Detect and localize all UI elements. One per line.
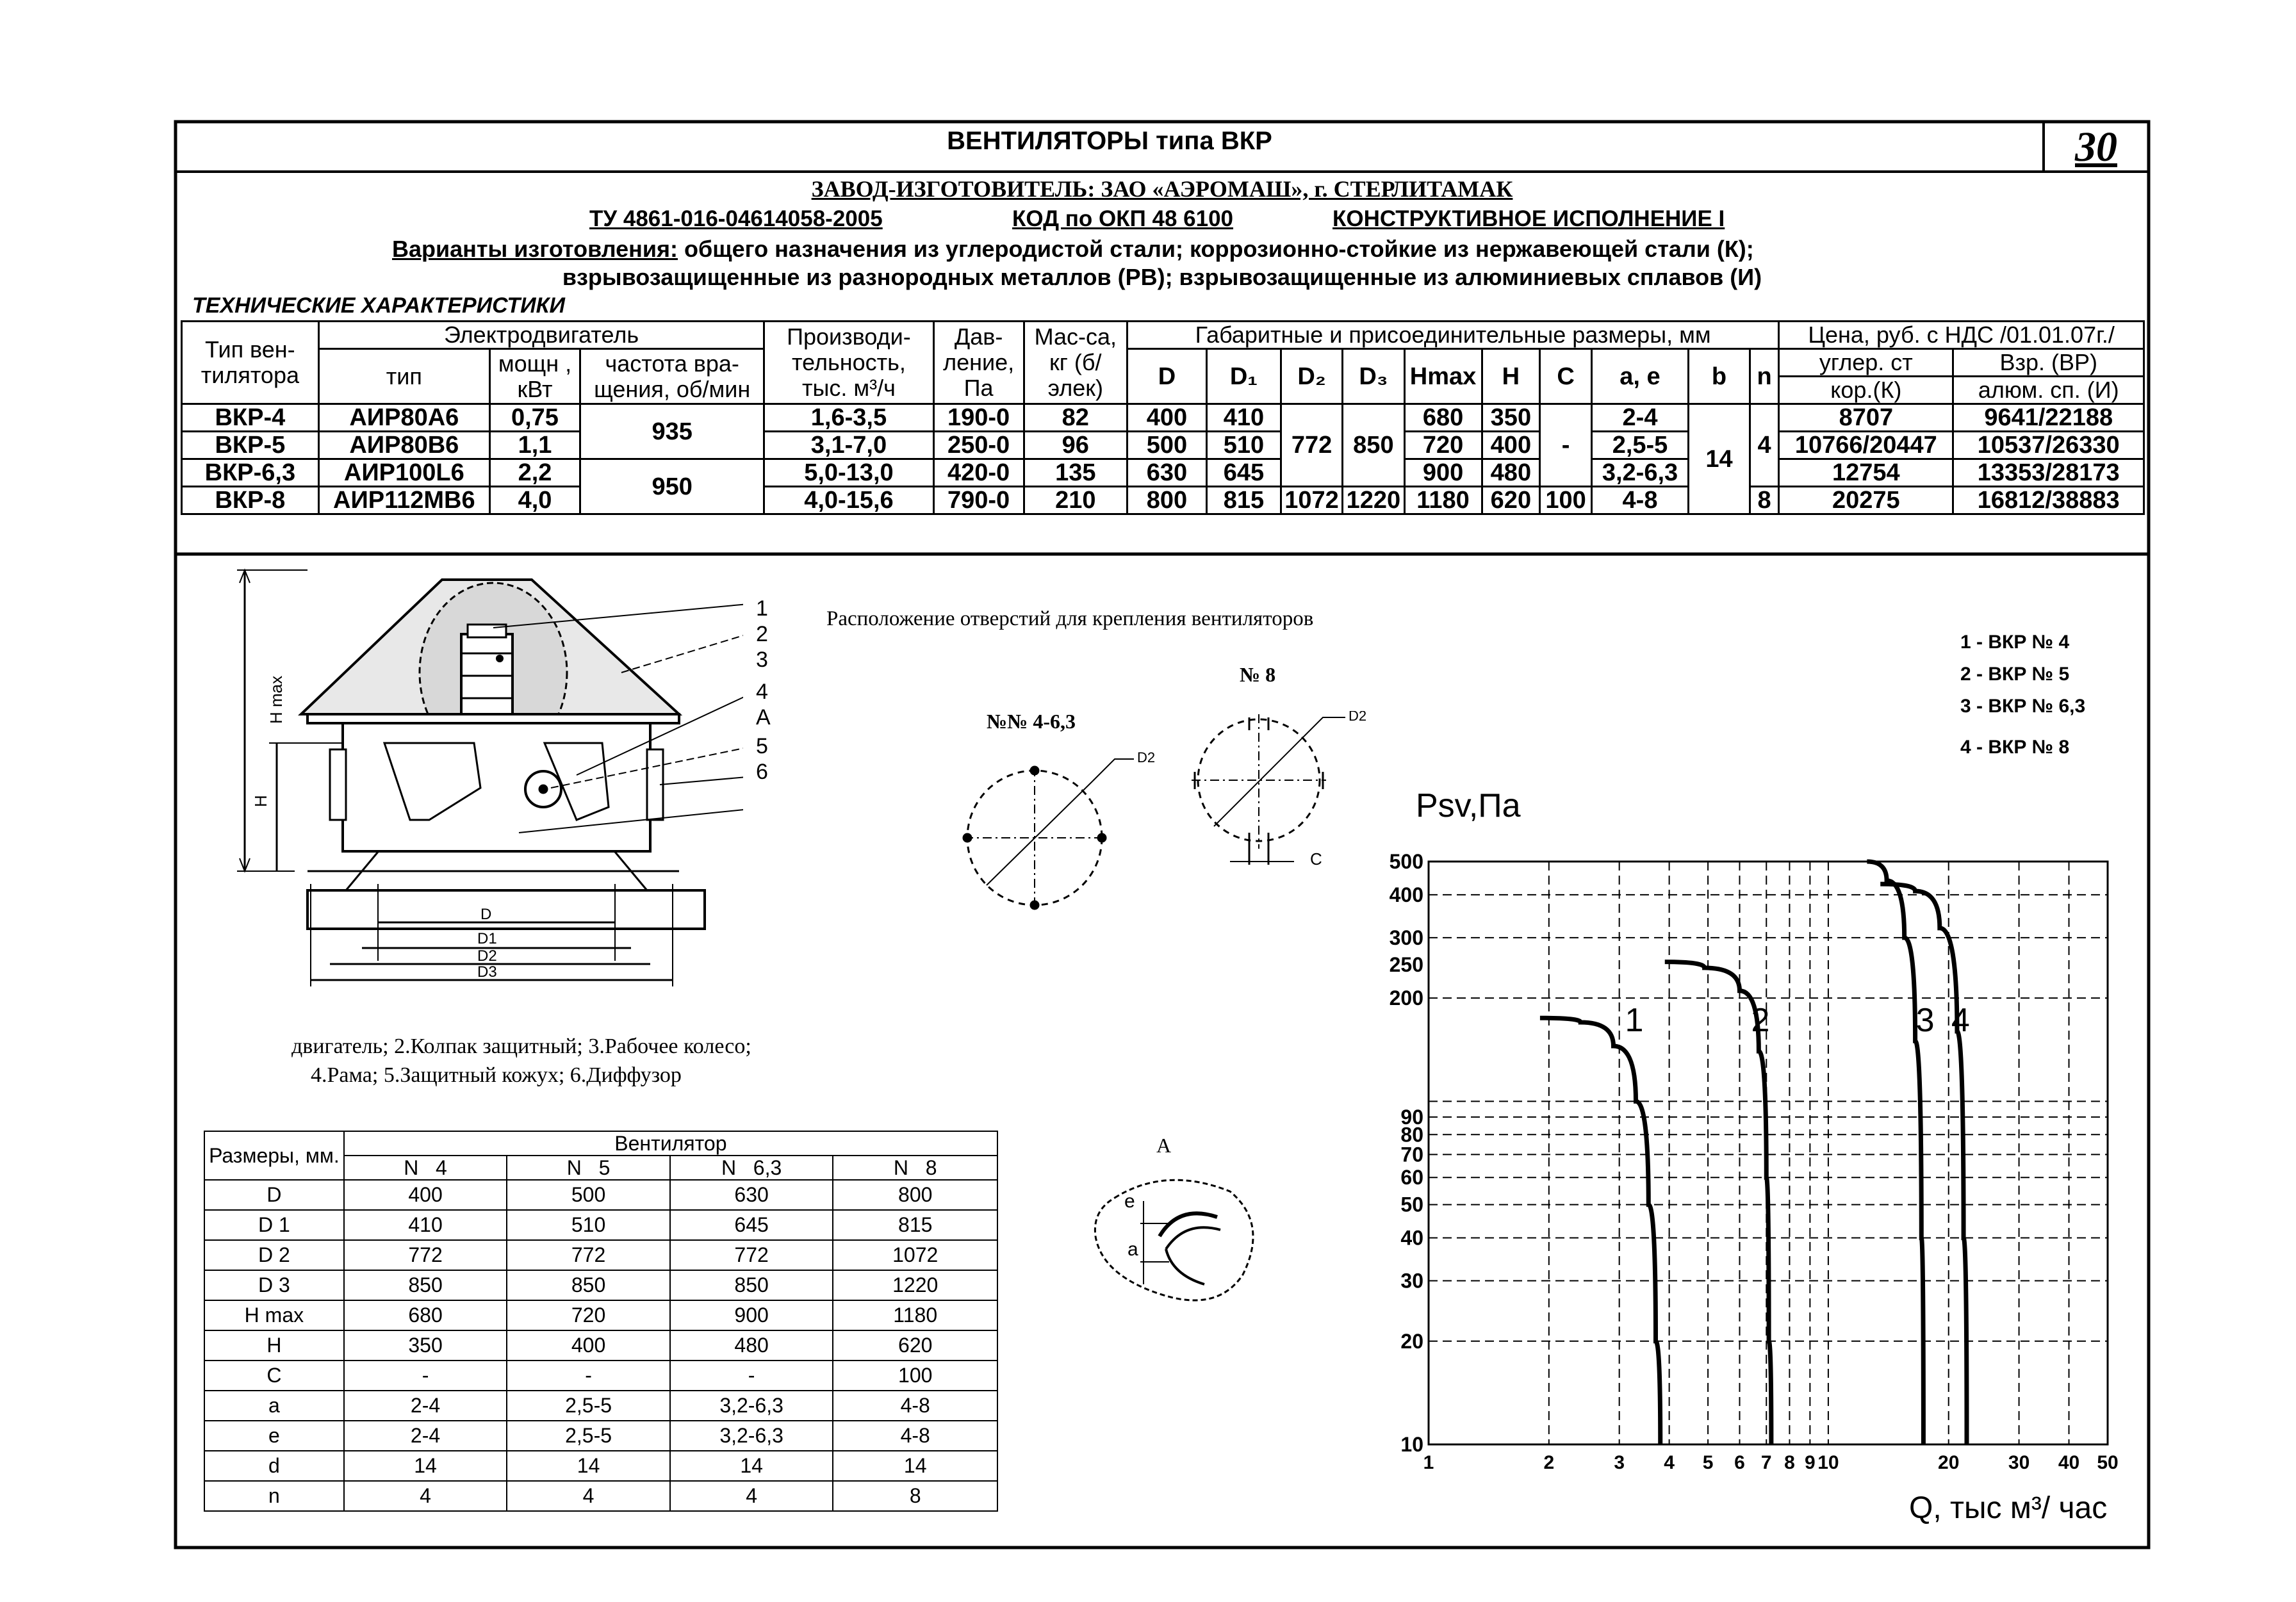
h-fan-8: N 8 xyxy=(833,1156,997,1180)
cell-D1: 645 xyxy=(1206,459,1281,487)
y-tick-label: 250 xyxy=(1389,953,1423,977)
h-fan: Вентилятор xyxy=(344,1131,997,1156)
cell-value: 410 xyxy=(344,1210,507,1240)
row-label: D 1 xyxy=(204,1210,344,1240)
callout-2: 2 xyxy=(756,622,768,646)
cell-value: 772 xyxy=(670,1240,833,1270)
h-motor: Электродвигатель xyxy=(318,322,764,349)
okp-code: КОД по ОКП 48 6100 xyxy=(1012,206,1234,231)
legend-item-4: 4 - ВКР № 8 xyxy=(1960,737,2070,758)
cell-pressure: 420-0 xyxy=(933,459,1024,487)
cell-type: ВКР-4 xyxy=(182,404,319,432)
cell-mass: 135 xyxy=(1024,459,1127,487)
cell-value: - xyxy=(344,1361,507,1391)
dim-d-label: D xyxy=(480,906,492,923)
series-label-2: 2 xyxy=(1751,1002,1770,1040)
cell-H: 400 xyxy=(1482,432,1540,459)
cell-value: 3,2-6,3 xyxy=(670,1391,833,1421)
cell-pressure: 250-0 xyxy=(933,432,1024,459)
y-tick-label: 300 xyxy=(1389,926,1423,949)
cell-D1: 410 xyxy=(1206,404,1281,432)
tech-heading: ТЕХНИЧЕСКИЕ ХАРАКТЕРИСТИКИ xyxy=(192,293,565,318)
cell-power: 1,1 xyxy=(489,432,580,459)
cell-value: 1220 xyxy=(833,1270,997,1300)
callout-4: 4 xyxy=(756,680,768,704)
cell-value: 8 xyxy=(833,1481,997,1511)
h-dim-b: b xyxy=(1689,349,1750,404)
cell-ae: 4-8 xyxy=(1591,487,1688,514)
cell-motor: АИР112МВ6 xyxy=(318,487,489,514)
cell-motor: АИР100L6 xyxy=(318,459,489,487)
cell-mass: 96 xyxy=(1024,432,1127,459)
dims-table xyxy=(204,1131,998,1512)
row-label: e xyxy=(204,1421,344,1451)
y-tick-label: 80 xyxy=(1400,1123,1423,1147)
cell-value: 400 xyxy=(344,1180,507,1210)
cell-power: 2,2 xyxy=(489,459,580,487)
x-tick-label: 6 xyxy=(1734,1452,1745,1473)
cell-power: 0,75 xyxy=(489,404,580,432)
table-row xyxy=(204,1391,997,1421)
cell-D3: 850 xyxy=(1343,404,1404,487)
y-tick-label: 60 xyxy=(1400,1166,1423,1189)
cell-ae: 2-4 xyxy=(1591,404,1688,432)
cell-D: 800 xyxy=(1127,487,1206,514)
c-label: C xyxy=(1310,849,1322,869)
cell-price-carbon: 12754 xyxy=(1779,459,1953,487)
d2-label-2: D2 xyxy=(1349,711,1367,724)
chart-series-labels xyxy=(1625,1002,1969,1039)
cell-mass: 82 xyxy=(1024,404,1127,432)
cell-mass: 210 xyxy=(1024,487,1127,514)
h-price-corr: кор.(К) xyxy=(1779,377,1953,404)
cell-capacity: 1,6-3,5 xyxy=(764,404,933,432)
cell-value: 800 xyxy=(833,1180,997,1210)
cell-value: 720 xyxy=(507,1300,670,1330)
cell-value: 14 xyxy=(670,1451,833,1481)
cell-value: 850 xyxy=(507,1270,670,1300)
x-tick-label: 2 xyxy=(1543,1452,1555,1473)
cell-value: 350 xyxy=(344,1330,507,1361)
cell-D: 630 xyxy=(1127,459,1206,487)
holes-label-8: № 8 xyxy=(1240,663,1276,686)
table-row xyxy=(182,487,2144,514)
cell-price-carbon: 8707 xyxy=(1779,404,1953,432)
holes-title: Расположение отверстий для крепления вентиляторов xyxy=(826,607,1314,630)
cell-value: 850 xyxy=(670,1270,833,1300)
page-number: 30 xyxy=(2075,124,2117,170)
variants-label: Варианты изготовления: xyxy=(392,236,678,262)
h-price-al: алюм. сп. (И) xyxy=(1953,377,2144,404)
h-speed: частота вра-щения, об/мин xyxy=(580,349,764,404)
cell-n: 4 xyxy=(1750,404,1778,487)
variants-line-2: взрывозащищенные из разнородных металлов (РВ); взрывозащищенные из алюминиевых сплавов (И) xyxy=(562,264,1762,290)
detail-e-label: e xyxy=(1124,1191,1135,1212)
table-row xyxy=(204,1300,997,1330)
detail-label: А xyxy=(1156,1134,1172,1157)
row-label: a xyxy=(204,1391,344,1421)
cell-value: 2-4 xyxy=(344,1391,507,1421)
h-pressure: Дав-ление, Па xyxy=(933,322,1024,404)
cell-value: 100 xyxy=(833,1361,997,1391)
cell-value: 2,5-5 xyxy=(507,1391,670,1421)
x-tick-label: 40 xyxy=(2058,1452,2080,1473)
h-capacity: Производи-тельность, тыс. м³/ч xyxy=(764,322,933,404)
table-row xyxy=(204,1481,997,1511)
x-tick-label: 10 xyxy=(1817,1452,1839,1473)
x-tick-label: 5 xyxy=(1702,1452,1714,1473)
cell-price-ex: 16812/38883 xyxy=(1953,487,2144,514)
cell-H: 480 xyxy=(1482,459,1540,487)
cell-D1: 510 xyxy=(1206,432,1281,459)
cell-D2: 772 xyxy=(1281,404,1342,487)
fan-performance-chart xyxy=(1371,781,2140,1537)
x-tick-label: 50 xyxy=(2097,1452,2119,1473)
y-tick-label: 50 xyxy=(1400,1193,1423,1216)
h-mass: Мас-са, кг (б/элек) xyxy=(1024,322,1127,404)
h-price-carbon: углер. ст xyxy=(1779,349,1953,377)
legend-item-3: 3 - ВКР № 6,3 xyxy=(1960,696,2086,717)
dims-body xyxy=(204,1180,997,1511)
series-label-1: 1 xyxy=(1625,1002,1644,1040)
d2-label-1: D2 xyxy=(1137,749,1156,765)
y-tick-label: 90 xyxy=(1400,1105,1423,1129)
x-tick-label: 1 xyxy=(1423,1452,1434,1473)
h-dim-n: n xyxy=(1750,349,1778,404)
h-dims: Габаритные и присоединительные размеры, мм xyxy=(1127,322,1778,349)
callout-1: 1 xyxy=(756,596,768,621)
cell-ae: 2,5-5 xyxy=(1591,432,1688,459)
cell-value: 1180 xyxy=(833,1300,997,1330)
cell-price-ex: 10537/26330 xyxy=(1953,432,2144,459)
y-tick-label: 70 xyxy=(1400,1143,1423,1166)
page-title: ВЕНТИЛЯТОРЫ типа ВКР xyxy=(947,127,1272,155)
cell-value: 4 xyxy=(344,1481,507,1511)
table-row xyxy=(204,1240,997,1270)
series-line-3 xyxy=(1867,862,1923,1444)
cell-value: 850 xyxy=(344,1270,507,1300)
cell-value: 4 xyxy=(670,1481,833,1511)
h-dim-Hmax: Hmax xyxy=(1404,349,1482,404)
hole-diagrams xyxy=(948,711,1384,922)
chart-x-label: Q, тыс м³/ час xyxy=(1909,1491,2108,1525)
holes-label-4-63: №№ 4-6,3 xyxy=(987,710,1076,733)
cell-H: 350 xyxy=(1482,404,1540,432)
dim-d3-label: D3 xyxy=(477,963,497,981)
table-row xyxy=(204,1451,997,1481)
variants-text-1: общего назначения из углеродистой стали; коррозионно-стойкие из нержавеющей стали (К); xyxy=(678,236,1754,262)
cell-capacity: 4,0-15,6 xyxy=(764,487,933,514)
dim-d2-label: D2 xyxy=(477,947,497,965)
cell-type: ВКР-8 xyxy=(182,487,319,514)
cell-value: 772 xyxy=(507,1240,670,1270)
spec-table xyxy=(181,320,2145,515)
cell-price-carbon: 20275 xyxy=(1779,487,1953,514)
table-row xyxy=(204,1330,997,1361)
cell-Hmax: 720 xyxy=(1404,432,1482,459)
table-row xyxy=(204,1270,997,1300)
x-tick-label: 4 xyxy=(1664,1452,1675,1473)
table-row xyxy=(182,432,2144,459)
h-dim-ae: a, e xyxy=(1591,349,1688,404)
h-price: Цена, руб. с НДС /01.01.07г./ xyxy=(1779,322,2144,349)
cell-n: 8 xyxy=(1750,487,1778,514)
series-label-3: 3 xyxy=(1915,1002,1935,1040)
cell-capacity: 3,1-7,0 xyxy=(764,432,933,459)
row-label: D 2 xyxy=(204,1240,344,1270)
chart-ticks xyxy=(1390,850,2119,1473)
cell-value: 4-8 xyxy=(833,1421,997,1451)
drawing-callouts xyxy=(756,596,771,785)
chart-series xyxy=(1540,862,1967,1444)
cell-value: 2-4 xyxy=(344,1421,507,1451)
cell-pressure: 790-0 xyxy=(933,487,1024,514)
h-dim-D1: D₁ xyxy=(1206,349,1281,404)
cell-value: - xyxy=(670,1361,833,1391)
legend-item-2: 2 - ВКР № 5 xyxy=(1960,664,2070,685)
cell-D1: 815 xyxy=(1206,487,1281,514)
cell-price-ex: 9641/22188 xyxy=(1953,404,2144,432)
cell-value: 14 xyxy=(833,1451,997,1481)
cell-C: 100 xyxy=(1540,487,1592,514)
h-price-ex: Взр. (ВР) xyxy=(1953,349,2144,377)
tu-code: ТУ 4861-016-04614058-2005 xyxy=(589,206,883,231)
h-type: Тип вен-тилятора xyxy=(182,322,319,404)
y-tick-label: 30 xyxy=(1400,1269,1423,1293)
h-dim-D2: D₂ xyxy=(1281,349,1342,404)
cell-value: 4 xyxy=(507,1481,670,1511)
fan-drawing xyxy=(218,564,743,986)
cell-value: 620 xyxy=(833,1330,997,1361)
h-label: H xyxy=(251,795,270,807)
hmax-label: H max xyxy=(266,675,286,724)
cell-capacity: 5,0-13,0 xyxy=(764,459,933,487)
cell-Hmax: 1180 xyxy=(1404,487,1482,514)
cell-H: 620 xyxy=(1482,487,1540,514)
row-label: d xyxy=(204,1451,344,1481)
legend-line-1: двигатель; 2.Колпак защитный; 3.Рабочее колесо; xyxy=(291,1034,751,1058)
dim-d1-label: D1 xyxy=(477,930,497,947)
cell-power: 4,0 xyxy=(489,487,580,514)
x-tick-label: 7 xyxy=(1760,1452,1772,1473)
row-label: H max xyxy=(204,1300,344,1330)
chart-y-label: Psv,Па xyxy=(1416,787,1521,824)
table-row xyxy=(204,1361,997,1391)
callout-3: 3 xyxy=(756,648,768,672)
h-fan-63: N 6,3 xyxy=(670,1156,833,1180)
h-sizes: Размеры, мм. xyxy=(204,1131,344,1180)
cell-value: 772 xyxy=(344,1240,507,1270)
h-dim-D: D xyxy=(1127,349,1206,404)
cell-motor: АИР80В6 xyxy=(318,432,489,459)
cell-value: 1072 xyxy=(833,1240,997,1270)
table-row xyxy=(182,404,2144,432)
series-label-4: 4 xyxy=(1951,1002,1970,1040)
row-label: C xyxy=(204,1361,344,1391)
legend-line-2: 4.Рама; 5.Защитный кожух; 6.Диффузор xyxy=(311,1063,682,1087)
h-fan-5: N 5 xyxy=(507,1156,670,1180)
callout-6: 6 xyxy=(756,760,768,784)
legend-item-1: 1 - ВКР № 4 xyxy=(1960,632,2070,653)
cell-value: 630 xyxy=(670,1180,833,1210)
table-row xyxy=(204,1421,997,1451)
series-line-1 xyxy=(1540,1018,1660,1444)
cell-value: 14 xyxy=(507,1451,670,1481)
cell-value: 4-8 xyxy=(833,1391,997,1421)
h-fan-4: N 4 xyxy=(344,1156,507,1180)
h-motor-type: тип xyxy=(318,349,489,404)
x-tick-label: 20 xyxy=(1938,1452,1960,1473)
cell-value: 680 xyxy=(344,1300,507,1330)
detail-a-label: a xyxy=(1128,1239,1138,1260)
h-dim-D3: D₃ xyxy=(1343,349,1404,404)
x-tick-label: 30 xyxy=(2008,1452,2030,1473)
h-dim-C: C xyxy=(1540,349,1592,404)
cell-D: 500 xyxy=(1127,432,1206,459)
detail-a-drawing xyxy=(1089,1166,1275,1313)
cell-speed: 935 xyxy=(580,404,764,459)
x-tick-label: 3 xyxy=(1614,1452,1625,1473)
cell-b: 14 xyxy=(1689,404,1750,514)
cell-ae: 3,2-6,3 xyxy=(1591,459,1688,487)
cell-value: 3,2-6,3 xyxy=(670,1421,833,1451)
cell-C: - xyxy=(1540,404,1592,487)
cell-value: 2,5-5 xyxy=(507,1421,670,1451)
callout-A: А xyxy=(756,705,771,730)
cell-type: ВКР-5 xyxy=(182,432,319,459)
cell-price-carbon: 10766/20447 xyxy=(1779,432,1953,459)
design-version: КОНСТРУКТИВНОЕ ИСПОЛНЕНИЕ I xyxy=(1332,206,1725,231)
manufacturer: ЗАВОД-ИЗГОТОВИТЕЛЬ: ЗАО «АЭРОМАШ», г. СТЕРЛИТАМАК xyxy=(811,176,1513,202)
table-row xyxy=(204,1180,997,1210)
y-tick-label: 40 xyxy=(1400,1226,1423,1250)
cell-Hmax: 680 xyxy=(1404,404,1482,432)
table-row xyxy=(204,1210,997,1240)
callout-5: 5 xyxy=(756,734,768,758)
y-tick-label: 500 xyxy=(1389,850,1423,873)
cell-D: 400 xyxy=(1127,404,1206,432)
cell-D2: 1072 xyxy=(1281,487,1342,514)
h-power: мощн , кВт xyxy=(489,349,580,404)
row-label: H xyxy=(204,1330,344,1361)
x-tick-label: 9 xyxy=(1805,1452,1816,1473)
cell-value: 815 xyxy=(833,1210,997,1240)
row-label: D xyxy=(204,1180,344,1210)
x-tick-label: 8 xyxy=(1784,1452,1795,1473)
y-tick-label: 400 xyxy=(1389,883,1423,906)
cell-type: ВКР-6,3 xyxy=(182,459,319,487)
y-tick-label: 200 xyxy=(1389,986,1423,1010)
row-label: D 3 xyxy=(204,1270,344,1300)
cell-price-ex: 13353/28173 xyxy=(1953,459,2144,487)
h-dim-H: H xyxy=(1482,349,1540,404)
cell-value: - xyxy=(507,1361,670,1391)
cell-value: 480 xyxy=(670,1330,833,1361)
cell-pressure: 190-0 xyxy=(933,404,1024,432)
variants-line-1 xyxy=(392,236,1754,263)
cell-value: 510 xyxy=(507,1210,670,1240)
cell-motor: АИР80А6 xyxy=(318,404,489,432)
cell-value: 400 xyxy=(507,1330,670,1361)
cell-value: 500 xyxy=(507,1180,670,1210)
cell-value: 14 xyxy=(344,1451,507,1481)
row-label: n xyxy=(204,1481,344,1511)
y-tick-label: 10 xyxy=(1400,1433,1423,1456)
y-tick-label: 20 xyxy=(1400,1329,1423,1353)
cell-value: 645 xyxy=(670,1210,833,1240)
cell-value: 900 xyxy=(670,1300,833,1330)
cell-D3: 1220 xyxy=(1343,487,1404,514)
cell-speed: 950 xyxy=(580,459,764,514)
table-row xyxy=(182,459,2144,487)
cell-Hmax: 900 xyxy=(1404,459,1482,487)
chart-legend xyxy=(1960,626,2085,764)
